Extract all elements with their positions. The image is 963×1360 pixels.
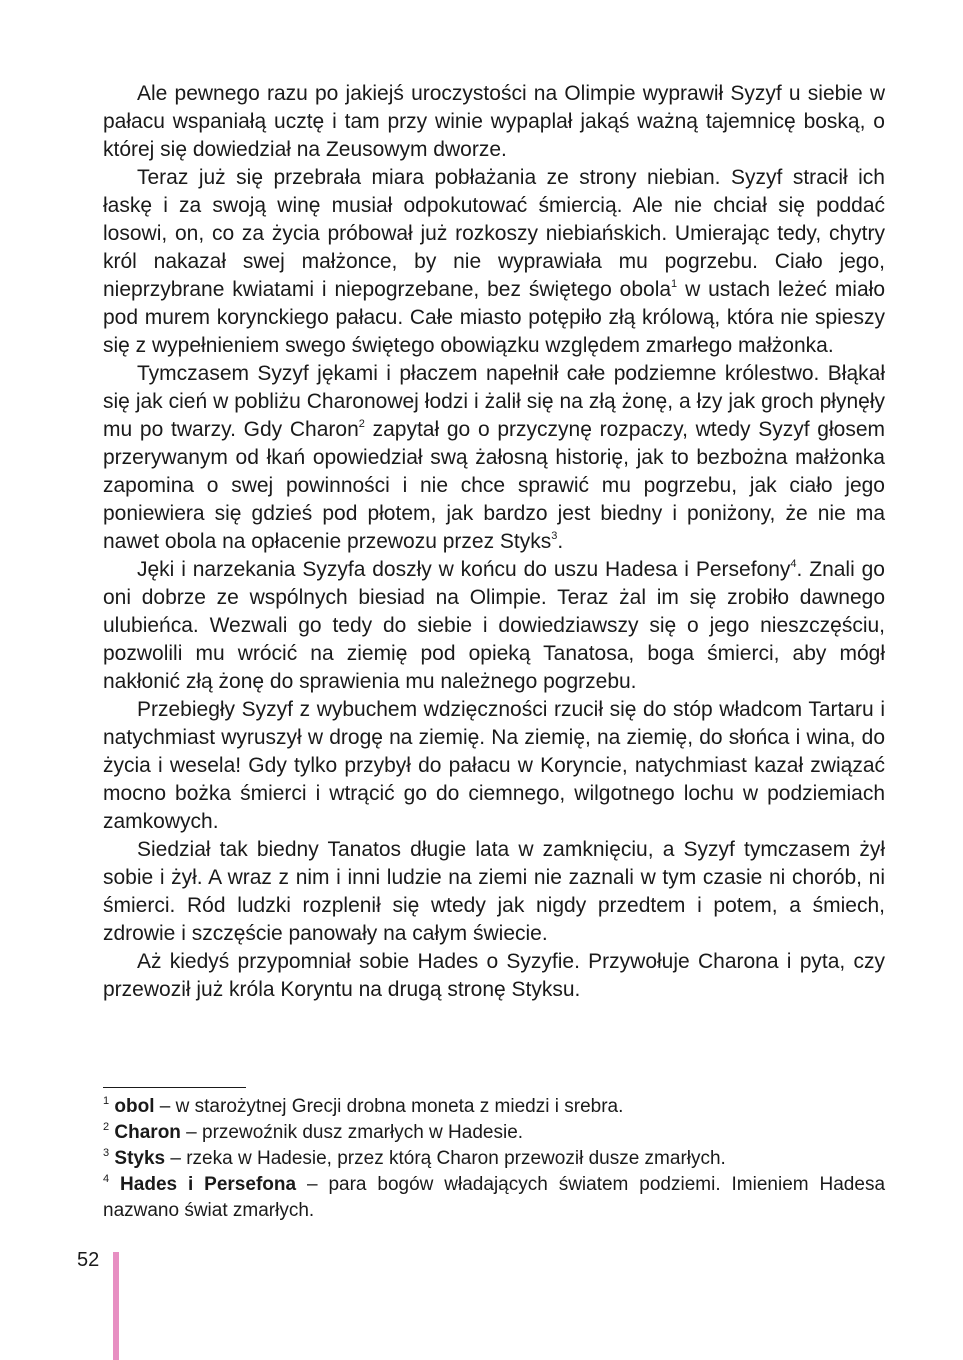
footnotes	[103, 1094, 885, 1224]
paragraph-4	[103, 556, 885, 696]
footnote-ref: 1	[671, 278, 678, 290]
footnote-ref: 4	[790, 558, 797, 570]
footnote-number: 1	[103, 1094, 110, 1107]
footnote-definition: – w starożytnej Grecji drobna moneta z miedzi i srebra.	[154, 1096, 624, 1117]
paragraph-7: Aż kiedyś przypomniał sobie Hades o Syzyfie. Przywołuje Charona i pyta, czy przewoził już króla Koryntu na drugą stronę Styksu.	[103, 950, 885, 1001]
footnote-divider	[103, 1087, 246, 1088]
paragraph-text: Jęki i narzekania Syzyfa doszły w końcu do uszu Hadesa i Persefony	[137, 558, 791, 581]
paragraph-text: Teraz już się przebrała miara pobłażania ze strony niebian. Syzyf stracił ich łaskę i za swoją winę musiał odpokutować śmiercią. Ale nie chciał się poddać losowi, on, co za życia próbował już rozkoszy niebiańskich. Umierając tedy, chytry król nakazał swej małżonce, by nie wyprawiała mu pogrzebu. Ciało jego, nieprzybrane kwiatami i niepogrzebane, bez świętego obola	[103, 166, 885, 301]
paragraph-text: .	[557, 530, 564, 553]
footnote-term: Styks	[114, 1148, 166, 1169]
footnote-number: 2	[103, 1120, 110, 1133]
footnote-definition: – para bogów władających światem podziemi. Imieniem Hadesa nazwano świat zmarłych.	[103, 1174, 886, 1221]
paragraph-5: Przebiegły Syzyf z wybuchem wdzięczności rzucił się do stóp władcom Tartaru i natychmiast wyruszył w drogę na ziemię. Na ziemię, na ziemię, do słońca i wina, do życia i wesela! Gdy tylko przybył do pałacu w Koryncie, natychmiast kazał związać mocno bożka śmierci i wtrącić go do ciemnego, wilgotnego lochu w podziemiach zamkowych.	[103, 698, 885, 833]
paragraph-text: zapytał go o przyczynę rozpaczy, wtedy Syzyf głosem przerywanym od łkań opowiedział swą żałosną historię, jak to bezbożna małżonka zapomina o swej powinności i nie chce sprawić mu pogrzebu, jak ciało jego poniewiera się gdzieś pod płotem, jak bardzo jest biedny i poniżony, że nie ma nawet obola na opłacenie przewozu przez Styks	[103, 418, 885, 553]
page-number: 52	[77, 1249, 100, 1271]
margin-accent-bar	[113, 1252, 119, 1360]
main-text	[103, 80, 885, 1004]
footnote-2	[103, 1120, 885, 1146]
paragraph-3	[103, 360, 885, 556]
footnote-3	[103, 1146, 885, 1172]
footnote-ref: 2	[358, 418, 365, 430]
footnote-ref: 3	[551, 530, 558, 542]
footnote-term: Charon	[114, 1122, 181, 1143]
footnote-1	[103, 1094, 885, 1120]
footnote-number: 4	[103, 1172, 110, 1185]
footnote-definition: – rzeka w Hadesie, przez którą Charon przewoził dusze zmarłych.	[165, 1148, 726, 1169]
footnote-term: Hades i Persefona	[120, 1174, 297, 1195]
paragraph-text: w ustach leżeć miało pod murem korynckiego pałacu. Całe miasto potępiło złą królową, która nie spieszy się z wypełnieniem swego świętego obowiązku względem zmarłego małżonka.	[103, 278, 885, 357]
footnote-4	[103, 1172, 885, 1224]
paragraph-2	[103, 164, 885, 360]
paragraph-1: Ale pewnego razu po jakiejś uroczystości na Olimpie wyprawił Syzyf u siebie w pałacu wspaniałą ucztę i tam przy winie wypaplał jakąś ważną tajemnicę boską, o której się dowiedział na Zeusowym dworze.	[103, 82, 885, 161]
footnote-number: 3	[103, 1146, 110, 1159]
paragraph-text: . Znali go oni dobrze ze wspólnych biesiad na Olimpie. Teraz żal im się zrobiło dawnego ulubieńca. Wezwali go tedy do siebie i dowiedziawszy się o jego nieszczęściu, pozwolili mu wrócić na ziemię pod opieką Tanatosa, boga śmierci, aby mógł nakłonić złą żonę do sprawienia mu należnego pogrzebu.	[103, 558, 885, 693]
footnote-term: obol	[114, 1096, 155, 1117]
footnote-definition: – przewoźnik dusz zmarłych w Hadesie.	[180, 1122, 524, 1143]
paragraph-text: Tymczasem Syzyf jękami i płaczem napełnił całe podziemne królestwo. Błąkał się jak cień w pobliżu Charonowej łodzi i żalił się na złą żonę, a łzy jak groch płynęły mu po twarzy. Gdy Charon	[103, 362, 885, 441]
paragraph-6: Siedział tak biedny Tanatos długie lata w zamknięciu, a Syzyf tymczasem żył sobie i żył. A wraz z nim i inni ludzie na ziemi nie zaznali w tym czasie ni chorób, ni śmierci. Ród ludzki rozplenił się wtedy jak nigdy przedtem i potem, a śmiech, zdrowie i szczęście panowały na całym świecie.	[103, 838, 885, 945]
